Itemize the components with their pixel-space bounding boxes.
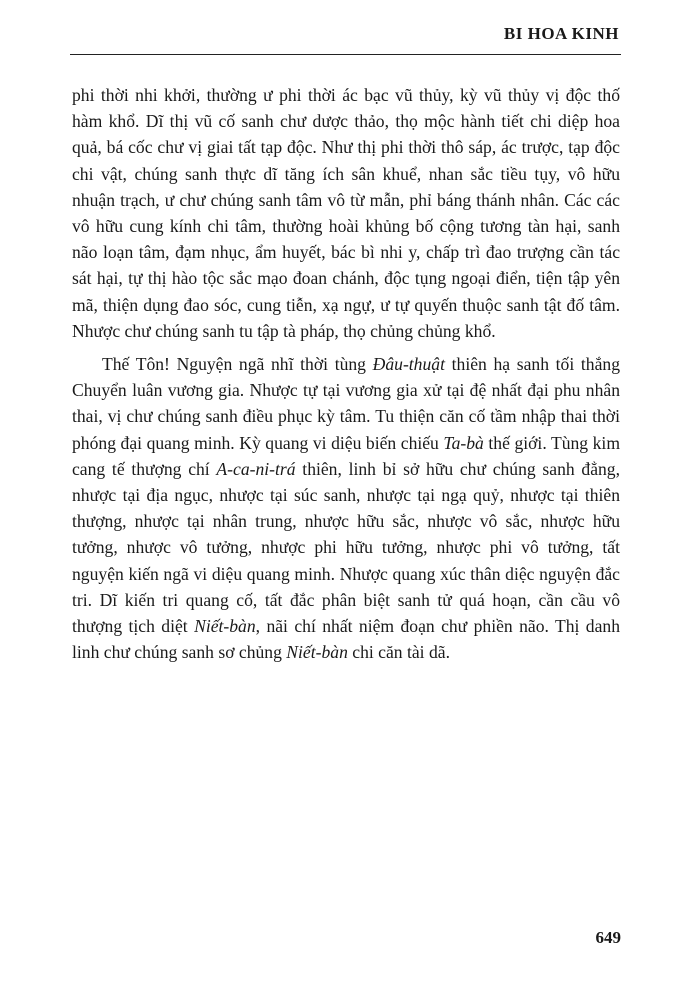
paragraph — [72, 82, 620, 344]
text-run: thiên hạ sanh tối thắng Chuyển luân vương gia. Nhược tự tại vương gia xử tại đệ nhất đại phu nhân thai, vị chư chúng sanh điều phục kỳ tâm. Tu thiện căn cố tầm nhập thai thời phóng đại quang minh. Kỳ quang vi diệu biến chiếu — [72, 354, 620, 453]
italic-term: Niết-bàn — [286, 642, 348, 663]
italic-term: A-ca-ni-trá — [216, 458, 296, 479]
text-run: Thế Tôn! Nguyện ngã nhĩ thời tùng — [102, 354, 373, 375]
paragraph — [72, 351, 620, 665]
page-number: 649 — [595, 928, 621, 947]
italic-term: Đâu-thuật — [372, 354, 445, 375]
book-title: BI HOA KINH — [503, 24, 619, 43]
italic-term: Niết-bàn — [194, 616, 256, 637]
body-text — [72, 82, 620, 672]
text-run: phi thời nhi khởi, thường ư phi thời ác bạc vũ thủy, kỳ vũ thủy vị độc thố hàm khổ. Dĩ thị vũ cố sanh chư dược thảo, thọ mộc hành tiết chi diệp hoa quả, bá cốc chư vị giai tất tạp độc. Như thị phi thời thô sáp, ác trược, tạp độc chi vật, chúng sanh thực dĩ tăng ích sân khuể, nhan sắc tiều tụy, vô hữu nhuận trạch, ư chư chúng sanh tâm vô từ mẫn, phỉ báng thánh nhân. Các các vô hữu cung kính chi tâm, thường hoài khủng bố cộng tương tàn hại, sanh não loạn tâm, đạm nhục, ẩm huyết, bác bì nhi y, chấp trì đao trượng cần tác sát hại, tự thị hào tộc sắc mạo đoan chánh, độc tụng ngoại điển, tiện tập yên mã, thiện dụng đao sóc, cung tiễn, xạ ngự, ư tự quyến thuộc sanh tật đố tâm. Nhược chư chúng sanh tu tập tà pháp, thọ chủng chủng khổ. — [72, 85, 620, 341]
text-run: thiên, linh bỉ sở hữu chư chúng sanh đẳng, nhược tại địa ngục, nhược tại súc sanh, nhược tại ngạ quỷ, nhược tại thiên thượng, nhược tại nhân trung, nhược hữu sắc, nhược vô sắc, nhược hữu tưởng, nhược vô tưởng, nhược phi hữu tưởng, nhược phi vô tưởng, tất nguyện kiến ngã vi diệu quang minh. Nhược quang xúc thân diệc nguyện đắc tri. Dĩ kiến tri quang cố, tất đắc phân biệt sanh tử quá hoạn, cần cầu vô thượng tịch diệt — [72, 458, 620, 637]
text-run: , nãi chí nhất niệm đoạn chư phiền não. Thị danh linh chư chúng sanh sơ chủng — [72, 616, 621, 663]
running-header — [70, 24, 621, 55]
text-run: thế giới. Tùng kim cang tế thượng chí — [72, 432, 621, 479]
italic-term: Ta-bà — [443, 432, 484, 453]
text-run: chi căn tài dã. — [347, 642, 450, 663]
